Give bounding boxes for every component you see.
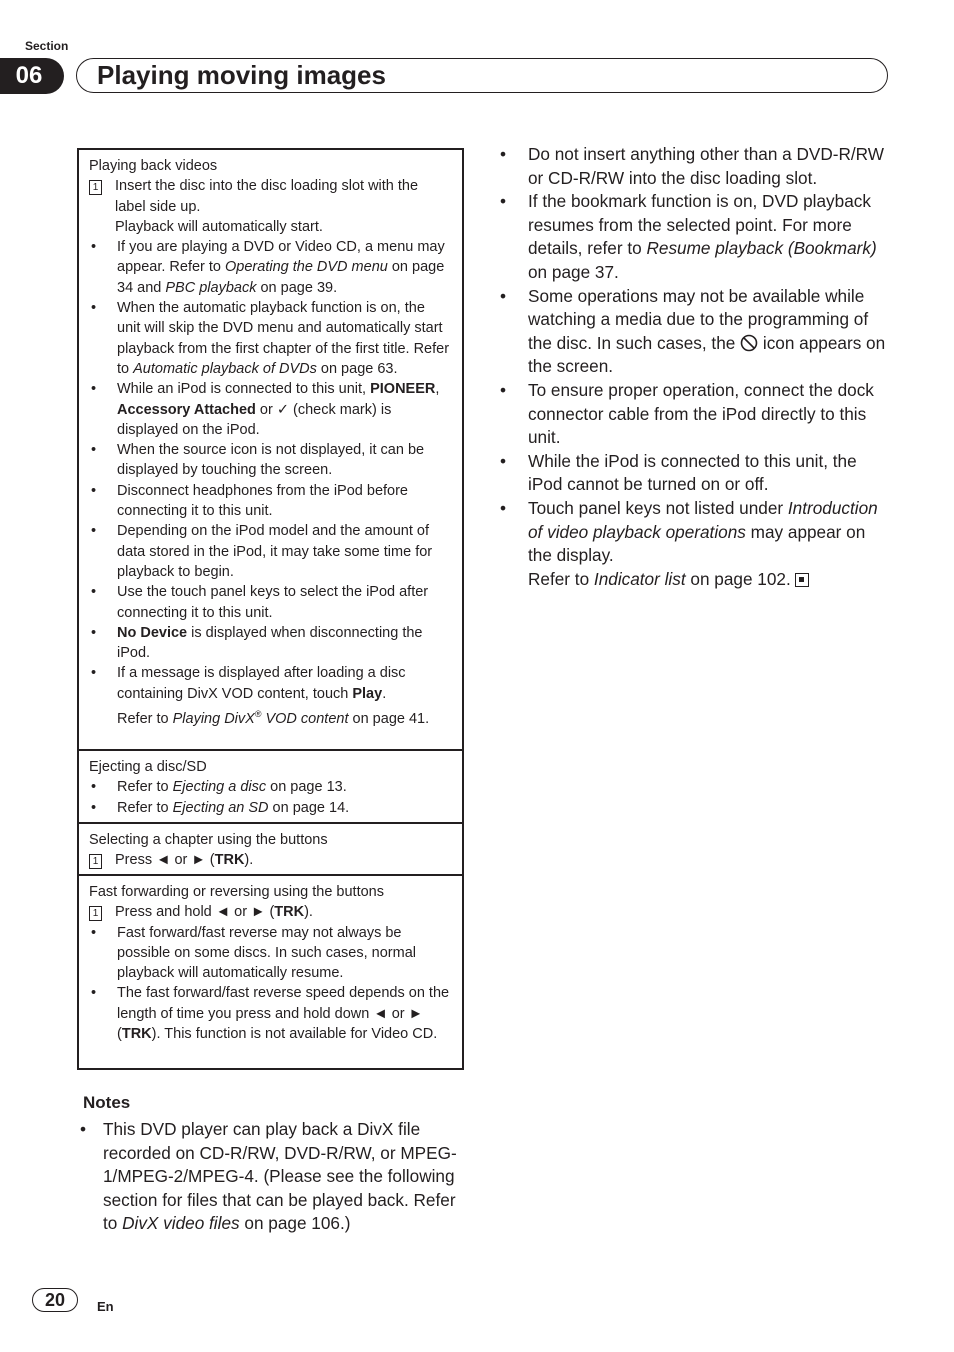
section-number: 06: [0, 58, 64, 94]
text: Some operations may not be available while watching a media due to the programming of the disc. In such cases, the: [528, 285, 869, 353]
text: icon appears on the screen.: [528, 332, 886, 377]
text: on page 41.: [348, 710, 430, 727]
bullet-icon: •: [80, 1119, 87, 1139]
cross-reference: Introduction of video playback operations: [528, 497, 878, 542]
notes-list: [80, 1118, 470, 1236]
text: If a message is displayed after loading a disc containing DivX VOD content, touch: [117, 665, 406, 702]
step-number: 1: [89, 854, 102, 869]
list-item: [89, 481, 452, 522]
text: on page 13.: [266, 779, 347, 796]
bullet-icon: •: [91, 381, 97, 398]
ui-term: TRK: [214, 852, 245, 869]
text: Fast forward/fast reverse may not always be possible on some discs. In such cases, normal playback will automatically resume.: [117, 924, 416, 982]
text: on page 106.): [239, 1213, 351, 1234]
bullet-icon: •: [91, 523, 97, 540]
bullet-icon: •: [91, 442, 97, 459]
chapter-select-box: [77, 822, 464, 876]
cross-reference: Automatic playback of DVDs: [133, 360, 317, 377]
bullet-icon: •: [500, 497, 507, 518]
text: .: [382, 685, 387, 702]
bullet-icon: •: [91, 799, 97, 816]
ejecting-box: [77, 749, 464, 824]
list-item: [500, 285, 890, 379]
list-item: [89, 582, 452, 623]
cross-reference: Resume playback (Bookmark): [646, 238, 877, 259]
cross-reference: Playing DivX: [172, 710, 255, 727]
ui-term: TRK: [274, 904, 305, 921]
text: This DVD player can play back a DivX file recorded on CD-R/RW, DVD-R/RW, or MPEG-1/MPEG-2/MPEG-4. (Please see the following section for files that can be played back. Refer to: [103, 1119, 457, 1234]
language-code: En: [97, 1299, 114, 1314]
text: If the bookmark function is on, DVD playback resumes from the selected point. For more details, refer to: [528, 191, 871, 259]
fast-forward-box: [77, 874, 464, 1070]
step-number: 1: [89, 180, 102, 195]
text: Touch panel keys not listed under: [528, 497, 788, 518]
bullet-icon: •: [500, 450, 507, 471]
bullet-icon: •: [91, 779, 97, 796]
end-of-section-icon: [795, 573, 809, 587]
list-item: [89, 798, 452, 818]
page-title: Playing moving images: [76, 58, 888, 93]
bullet-icon: •: [91, 300, 97, 317]
text: ).: [304, 904, 313, 921]
playing-back-videos-box: [77, 148, 464, 751]
step-subtext: Playback will automatically start.: [115, 218, 323, 235]
cross-reference: DivX video files: [122, 1213, 240, 1234]
text: Disconnect headphones from the iPod before connecting it to this unit.: [117, 482, 408, 520]
list-item: [89, 663, 452, 729]
text: To ensure proper operation, connect the dock connector cable from the iPod directly to this unit.: [528, 379, 874, 448]
text: on page 102.: [685, 568, 791, 589]
list-item: [89, 521, 452, 582]
list-item: [89, 440, 452, 481]
text: While an iPod is connected to this unit,: [117, 381, 371, 398]
text: is displayed when disconnecting the iPod.: [117, 624, 423, 662]
text: Use the touch panel keys to select the iPod after connecting it to this unit.: [117, 584, 429, 621]
page-number: 20: [32, 1288, 78, 1312]
ui-term: No Device: [117, 624, 188, 641]
step-item: [89, 902, 452, 922]
step-item: [89, 850, 452, 870]
list-item: [500, 450, 890, 497]
text: may appear on the display.: [528, 521, 866, 566]
list-item: [89, 298, 452, 379]
text: Press and hold ◄ or ► (: [115, 904, 275, 921]
check-mark-icon: ✓: [276, 401, 289, 418]
text: If you are playing a DVD or Video CD, a menu may appear. Refer to: [117, 239, 445, 276]
cross-reference: Ejecting a disc: [172, 779, 267, 796]
text: Refer to: [117, 799, 173, 816]
bullet-icon: •: [500, 144, 507, 164]
box-heading: Selecting a chapter using the buttons: [89, 832, 328, 848]
ui-term: TRK: [121, 1026, 152, 1043]
bullet-icon: •: [500, 191, 507, 212]
cross-reference: VOD content: [261, 710, 349, 727]
ui-term: Play: [352, 685, 383, 702]
notes-heading: Notes: [83, 1093, 131, 1112]
registered-mark: ®: [254, 709, 262, 720]
text: Depending on the iPod model and the amount of data stored in the iPod, it may take some time for playback to begin.: [117, 523, 433, 580]
list-item: [89, 237, 452, 298]
cross-reference: Indicator list: [593, 568, 686, 589]
ui-term: PIONEER: [370, 381, 436, 398]
text: ,: [435, 381, 440, 398]
prohibited-icon: [740, 334, 758, 352]
section-label: Section: [25, 39, 69, 53]
ui-term: Accessory Attached: [117, 401, 256, 418]
text: Refer to: [117, 779, 173, 796]
list-item: [89, 923, 452, 984]
text: on page 37.: [528, 261, 619, 282]
text: The fast forward/fast reverse speed depends on the length of time you press and hold down ◄ or ► (: [117, 985, 450, 1043]
box-heading: Ejecting a disc/SD: [89, 759, 207, 775]
cross-reference: Operating the DVD menu: [225, 259, 388, 276]
text: Press ◄ or ► (: [115, 852, 215, 869]
bullet-icon: •: [500, 285, 507, 306]
bullet-icon: •: [91, 665, 97, 682]
text: ). This function is not available for Video CD.: [151, 1026, 438, 1043]
bullet-icon: •: [91, 624, 97, 641]
right-column-list: [500, 143, 890, 591]
list-item: [89, 777, 452, 797]
bullet-icon: •: [91, 239, 97, 256]
list-item: [89, 623, 452, 664]
bullet-icon: •: [91, 985, 97, 1002]
step-text: Insert the disc into the disc loading slot with the label side up.: [115, 178, 419, 215]
bullet-icon: •: [91, 584, 97, 601]
text: on page 63.: [316, 360, 398, 377]
text: When the automatic playback function is on, the unit will skip the DVD menu and automatically start playback from the first chapter of the first title. Refer to: [117, 300, 450, 377]
list-item: [500, 497, 890, 591]
bullet-icon: •: [500, 379, 507, 400]
cross-reference: Ejecting an SD: [172, 799, 269, 816]
list-item: [89, 983, 452, 1044]
text: Refer to: [117, 710, 173, 727]
list-item: [500, 190, 890, 284]
text: Do not insert anything other than a DVD-R/RW or CD-R/RW into the disc loading slot.: [528, 144, 885, 188]
list-item: [89, 379, 452, 440]
box-heading: Playing back videos: [89, 158, 218, 174]
text: on page 14.: [268, 799, 350, 816]
bullet-icon: •: [91, 924, 97, 941]
step-item: [89, 176, 452, 237]
cross-reference: PBC playback: [165, 279, 257, 296]
text: (check mark) is displayed on the iPod.: [117, 401, 392, 438]
text: ).: [244, 852, 254, 869]
text: Refer to: [528, 568, 594, 589]
box-heading: Fast forwarding or reversing using the buttons: [89, 884, 384, 900]
list-item: [80, 1118, 470, 1236]
text: on page 34 and: [117, 259, 445, 296]
text: While the iPod is connected to this unit, the iPod cannot be turned on or off.: [528, 450, 857, 495]
text: on page 39.: [256, 279, 338, 296]
list-item: [500, 143, 890, 190]
text: When the source icon is not displayed, it can be displayed by touching the screen.: [117, 442, 425, 479]
list-item: [500, 379, 890, 450]
bullet-icon: •: [91, 482, 97, 499]
step-number: 1: [89, 906, 102, 921]
text: or: [255, 401, 277, 418]
